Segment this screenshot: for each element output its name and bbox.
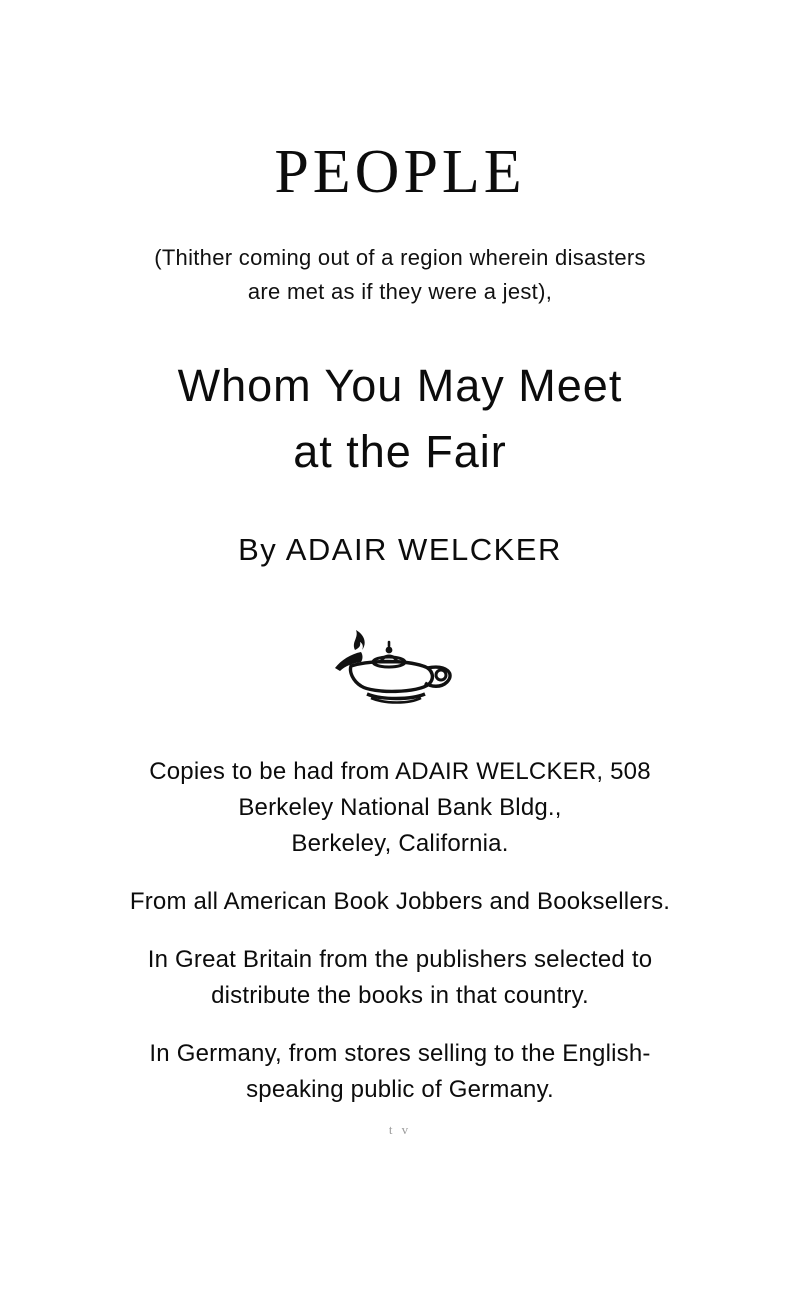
secondary-title-line-1: Whom You May Meet (177, 360, 623, 412)
imprint-block (100, 754, 700, 1108)
oil-lamp-ornament (60, 616, 740, 712)
author-byline: By ADAIR WELCKER (238, 531, 562, 567)
imprint-germany (100, 1036, 700, 1108)
oil-lamp-icon (315, 616, 485, 712)
subtitle-line-2: are met as if they were a jest), (247, 279, 553, 305)
imprint-copies-line-3: Berkeley, California. (291, 829, 509, 857)
imprint-britain-line-2: distribute the books in that country. (211, 981, 589, 1009)
imprint-germany-line-2: speaking public of Germany. (246, 1075, 554, 1103)
page-title: PEOPLE (274, 138, 526, 206)
imprint-copies-line-2: Berkeley National Bank Bldg., (238, 793, 562, 821)
subtitle-parenthetical (100, 241, 700, 309)
subtitle-line-1: (Thither coming out of a region wherein disasters (154, 245, 646, 271)
page-footmark: t v (388, 1121, 412, 1137)
imprint-britain (100, 942, 700, 1014)
imprint-jobbers-line-1: From all American Book Jobbers and Booksellers. (129, 887, 671, 915)
secondary-title (80, 353, 720, 484)
imprint-copies (100, 754, 700, 862)
secondary-title-line-2: at the Fair (293, 425, 507, 477)
imprint-copies-line-1: Copies to be had from ADAIR WELCKER, 508 (149, 757, 651, 785)
imprint-germany-line-1: In Germany, from stores selling to the English- (149, 1039, 651, 1067)
imprint-jobbers (100, 884, 700, 920)
imprint-britain-line-1: In Great Britain from the publishers selected to (147, 945, 653, 973)
